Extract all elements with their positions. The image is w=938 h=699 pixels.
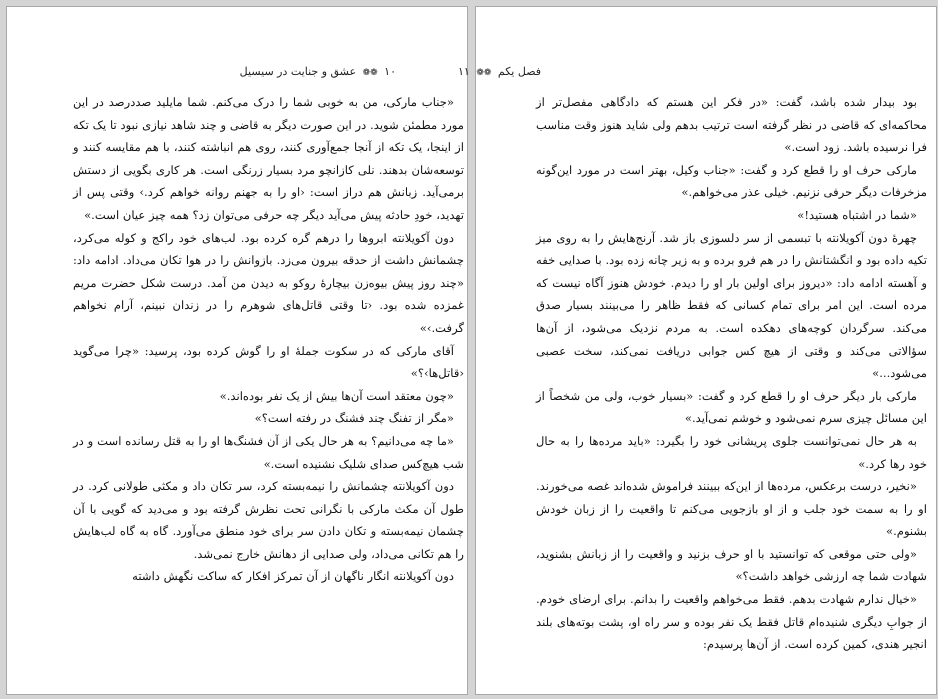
paragraph: «شما در اشتباه هستید!»	[797, 207, 917, 222]
paragraph: «ما چه می‌دانیم؟ به هر حال یکی از آن فشنگ‌ها او را به قتل رسانده است و در شب هیچ‌کس صدای شلیک نشنیده است.»	[73, 433, 464, 471]
paragraph: «جناب مارکی، من به خوبی شما را درک می‌کنم. شما مایلید صددرصد در این مورد مطمئن شوید. در این صورت دیگر به قاضی و چند شاهد نیازی نبود تا یک تکه از اینجا، یک تکه از آنجا جمع‌آوری کنند، روی هم انباشته کنند، با هم مقایسه کنند و توسعه‌شان بدهند. نلی کازانچو مرد بسیار زرنگی است. هر کاری بگویی از دستش برمی‌آید. زبانش هم دراز است: ‹او را به جهنم روانه خواهم کرد.› وقتی پس از تهدید، خودِ حادثه پیش می‌آید دیگر چه حرفی می‌توان زد؟ همه چیز عیان است.»	[73, 95, 464, 222]
paragraph: مارکی حرف او را قطع کرد و گفت: «جناب وکیل، بهتر است در مورد این‌گونه مزخرفات دیگر حرفی نزنیم. خیلی عذر می‌خواهم.»	[536, 162, 927, 200]
paragraph: آقای مارکی که در سکوت جملهٔ او را گوش کرده بود، پرسید: «چرا می‌گوید ‹قاتل‌ها›؟»	[73, 343, 464, 381]
page-body	[536, 91, 927, 656]
paragraph: دون آکویلانته انگار ناگهان از آن تمرکز افکار که ساکت نگهش داشته	[132, 569, 454, 584]
paragraph: «خیال ندارم شهادت بدهم. فقط می‌خواهم واقعیت را بدانم. برای ارضای خودم. از جوابِ دیگری شنیده‌ام قاتل فقط یک نفر بوده و سر راه او، پشت بوته‌های بلند انجیر هندی، کمین کرده است. از آن‌ها پرسیدم:	[536, 592, 927, 652]
ornament-icon: ❁❁	[362, 68, 378, 78]
left-page	[6, 6, 468, 695]
running-header	[458, 65, 541, 78]
paragraph: به هر حال نمی‌توانست جلوی پریشانی خود را بگیرد: «باید مرده‌ها را به حال خود رها کرد.»	[536, 433, 927, 471]
paragraph: مارکی بار دیگر حرف او را قطع کرد و گفت: «بسیار خوب، ولی من شخصاً از این مسائل چیزی سرم نمی‌شود و خوشم نمی‌آید.»	[536, 388, 927, 426]
page-body	[73, 91, 464, 588]
paragraph: «مگر از تفنگ چند فشنگ در رفته است؟»	[254, 411, 454, 426]
paragraph: دون آکویلانته ابروها را درهم گره کرده بود. لب‌های خود راکج و کوله می‌کرد، چشمانش داشت از حدقه بیرون می‌زد. بازوانش را در هوا تکان می‌داد. ادامه داد: «چند روز پیش بیوه‌زن بیچارهٔ روکو به دیدن من آمد. درست شکل حضرت مریم غمزده شده بود. ‹تا وقتی قاتل‌های شوهرم را در زندان نبینم، آرام نخواهم گرفت.›»	[73, 230, 464, 335]
page-number: ۱۱	[457, 65, 470, 78]
page-number: ۱۰	[384, 65, 396, 78]
running-title: عشق و جنایت در سیسیل	[239, 65, 357, 78]
paragraph: دون آکویلانته چشمانش را نیمه‌بسته کرد، سر تکان داد و مکثی طولانی کرد. در طول آن مکث مارکی با نگرانی تحت نظرش گرفته بود و می‌دید که گویی با آن چشمان نیمه‌بسته و تکان دادن سر برای خود منطق می‌آورد. گاه به گاه لب‌هایش را هم تکانی می‌داد، ولی صدایی از دهانش خارج نمی‌شد.	[73, 479, 464, 561]
paragraph: بود بیدار شده باشد، گفت: «در فکر این هستم که دادگاهی مفصل‌تر از محاکمه‌ای که قاضی در نظر گرفته است ترتیب بدهم ولی شاید هنوز وقت مناسب فرا نرسیده باشد. زود است.»	[536, 95, 927, 155]
ornament-icon: ❁❁	[476, 68, 492, 78]
paragraph: «نخیر، درست برعکس، مرده‌ها از این‌که ببینند فراموش شده‌اند غصه می‌خورند. او را به سمت خود جلب و از او بازجویی می‌کنم تا واقعیت را از زبان خودش بشنوم.»	[536, 479, 927, 539]
paragraph: «ولی حتی موقعی که توانستید با او حرف بزنید و واقعیت را از زبانش بشنوید، شهادت شما چه ارزشی خواهد داشت؟»	[536, 546, 927, 584]
paragraph: چهرهٔ دون آکویلانته با تبسمی از سر دلسوزی باز شد. آرنج‌هایش را به روی میز تکیه داده بود و انگشتانش را در هم فرو برده و به زیر چانه زده بود. با صدایی خفه و آهسته ادامه داد: «دیروز برای اولین بار او را دیدم. خودش هنوز آگاه نیست که مرده است. این امر برای تمام کسانی که فقط ظاهر را می‌بینند بسیار صدق می‌کند. سرگردان کوچه‌های دهکده است. به مردم نزدیک می‌شود، از آن‌ها سؤالاتی می‌کند و وقتی از هیچ کس جوابی دریافت نمی‌کند، سخت عصبی می‌شود...»	[536, 230, 927, 381]
right-page	[457, 6, 937, 695]
running-title: فصل یکم	[497, 65, 541, 78]
paragraph: «چون معتقد است آن‌ها بیش از یک نفر بوده‌اند.»	[219, 388, 454, 403]
running-header	[240, 65, 396, 78]
